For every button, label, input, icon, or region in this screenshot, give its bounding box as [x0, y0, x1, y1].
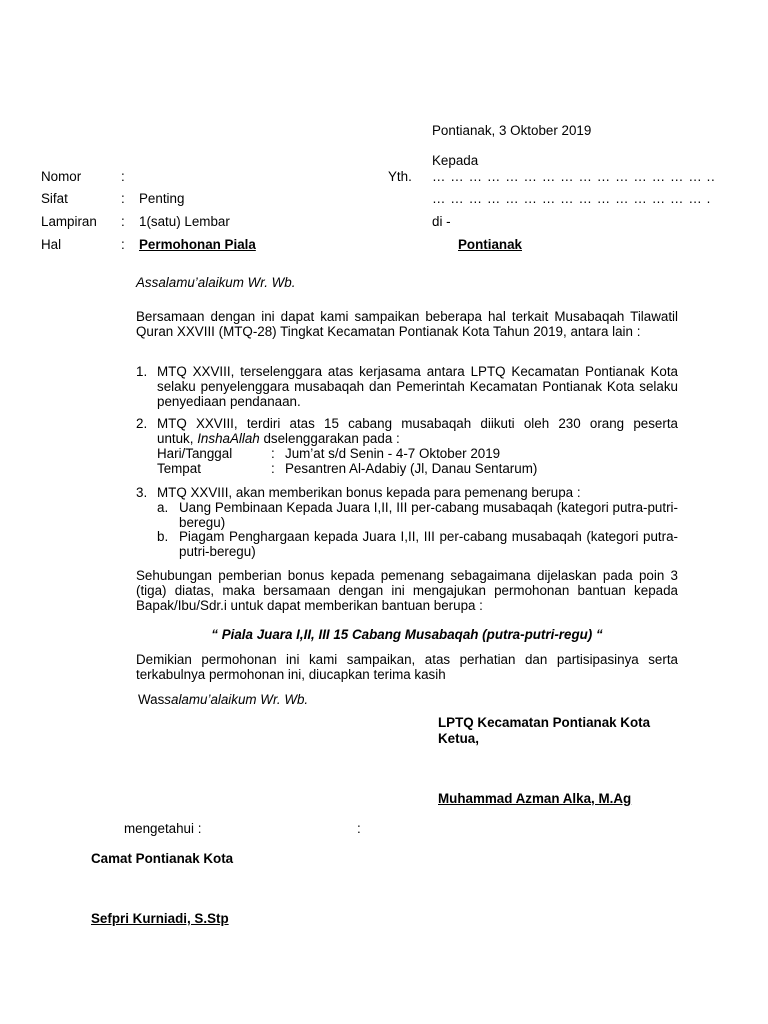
- item-1-text: MTQ XXVIII, terselenggara atas kerjasama antara LPTQ Kecamatan Pontianak Kota selaku penyelenggara musabaqah dan Pemerintah Kecamatan Pontianak Kota selaku penyediaan pendanaan.: [157, 364, 678, 409]
- meta-value-sifat: Penting: [139, 191, 185, 206]
- tempat-colon: :: [271, 461, 275, 476]
- meta-label-hal: Hal: [41, 237, 62, 252]
- hari-value: Jum’at s/d Senin - 4-7 Oktober 2019: [285, 446, 501, 461]
- greeting: Assalamu’alaikum Wr. Wb.: [136, 275, 296, 290]
- request-paragraph: Sehubungan pemberian bonus kepada pemenang sebagaimana dijelaskan pada poin 3 (tiga) diatas, maka bersamaan dengan ini mengajukan permohonan bantuan kepada Bapak/Ibu/Sdr.i untuk dapat memberikan bantuan berupa :: [136, 568, 678, 613]
- recipient-kepada: Kepada: [432, 153, 479, 168]
- farewell-rest: salamu’alaikum Wr. Wb.: [164, 692, 309, 707]
- meta-colon-hal: :: [121, 237, 125, 252]
- signer-title: Ketua,: [438, 731, 479, 746]
- item-2-line: MTQ XXVIII, terdiri atas 15 cabang musabaqah diikuti oleh 230 orang peserta: [157, 416, 678, 431]
- item-3-text: MTQ XXVIII, akan memberikan bonus kepada para pemenang berupa :: [157, 485, 581, 500]
- meta-label-lampiran: Lampiran: [41, 214, 97, 229]
- meta-label-sifat: Sifat: [41, 191, 68, 206]
- farewell: [138, 692, 308, 707]
- acknowledge-label: mengetahui :: [124, 821, 202, 836]
- intro-paragraph: Bersamaan dengan ini dapat kami sampaikan beberapa hal terkait Musabaqah Tilawatil Quran XXVIII (MTQ-28) Tingkat Kecamatan Pontianak Kota Tahun 2019, antara lain :: [136, 309, 678, 339]
- closing-paragraph: Demikian permohonan ini kami sampaikan, atas perhatian dan partisipasinya serta terkabulnya permohonan ini, diucapkan terima kasih: [136, 652, 678, 682]
- meta-value-lampiran: 1(satu) Lembar: [139, 214, 230, 229]
- hari-label: Hari/Tanggal: [157, 446, 233, 461]
- recipient-di: di -: [432, 214, 451, 229]
- meta-colon-lampiran: :: [121, 214, 125, 229]
- farewell-prefix: Was: [138, 692, 165, 707]
- acknowledge-org: Camat Pontianak Kota: [91, 851, 234, 866]
- acknowledge-name: Sefpri Kurniadi, S.Stp: [91, 911, 229, 926]
- meta-colon-nomor: :: [121, 169, 125, 184]
- recipient-line-1: … … … … … … … … … … … … … … … ..: [432, 169, 716, 184]
- recipient-city: Pontianak: [458, 237, 522, 252]
- recipient-yth: Yth.: [388, 169, 412, 184]
- place-date: Pontianak, 3 Oktober 2019: [432, 123, 592, 138]
- meta-label-nomor: Nomor: [41, 169, 82, 184]
- signer-name: Muhammad Azman Alka, M.Ag: [438, 791, 632, 806]
- tempat-value: Pesantren Al-Adabiy (Jl, Danau Sentarum): [285, 461, 538, 476]
- item-2-post: dselenggarakan pada :: [259, 431, 400, 446]
- item-2-number: 2.: [136, 416, 148, 431]
- acknowledge-colon: :: [357, 821, 361, 836]
- item-3b-text: Piagam Penghargaan kepada Juara I,II, III per-cabang musabaqah (kategori putra-putri-beregu): [179, 529, 678, 559]
- meta-colon-sifat: :: [121, 191, 125, 206]
- item-3-number: 3.: [136, 485, 148, 500]
- item-3a-letter: a.: [157, 500, 169, 515]
- meta-value-hal: Permohonan Piala: [139, 237, 256, 252]
- tempat-label: Tempat: [157, 461, 201, 476]
- highlight-request: “ Piala Juara I,II, III 15 Cabang Musabaqah (putra-putri-regu) “: [211, 627, 603, 642]
- item-1-number: 1.: [136, 364, 148, 379]
- hari-colon: :: [271, 446, 275, 461]
- signer-org: LPTQ Kecamatan Pontianak Kota: [438, 715, 651, 730]
- item-3b-letter: b.: [157, 529, 169, 544]
- recipient-line-2: … … … … … … … … … … … … … … … .: [432, 191, 711, 206]
- item-2-pre: untuk,: [157, 431, 198, 446]
- item-2-continuation: [157, 431, 400, 446]
- item-2-emphasis: InshaAllah: [197, 431, 260, 446]
- item-3a-text: Uang Pembinaan Kepada Juara I,II, III per-cabang musabaqah (kategori putra-putri-beregu): [179, 500, 678, 530]
